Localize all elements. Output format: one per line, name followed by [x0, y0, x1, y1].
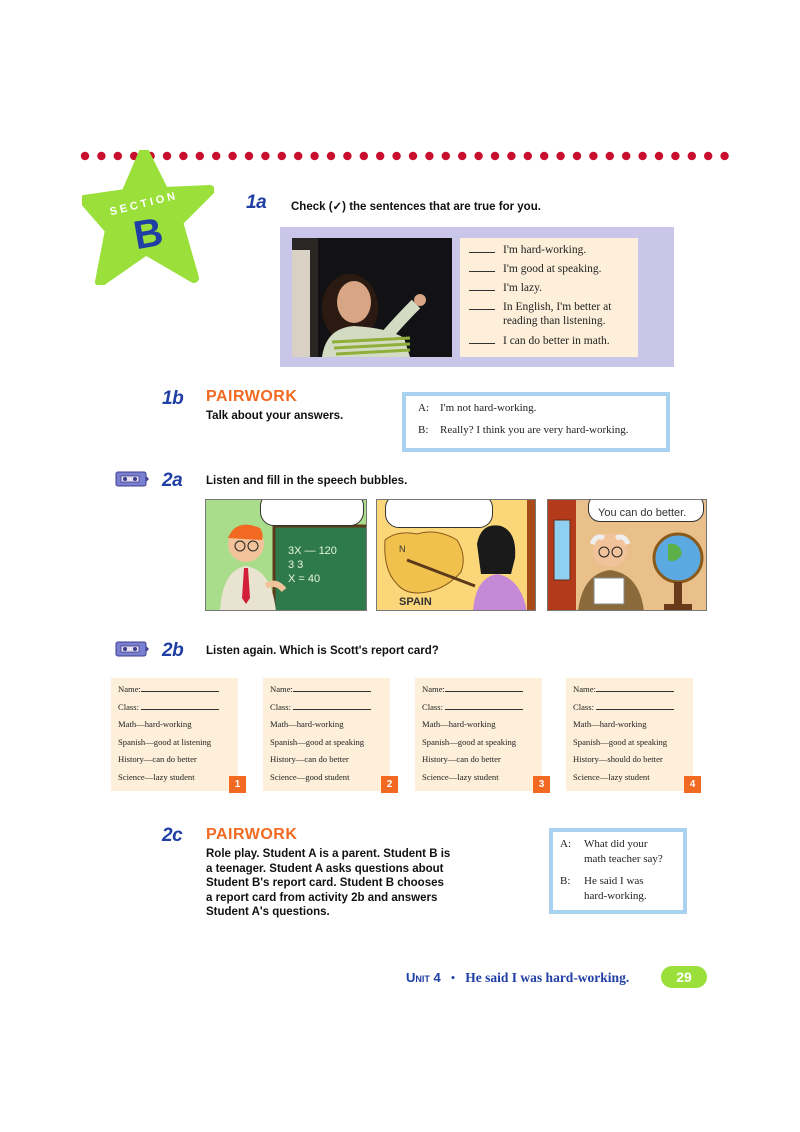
card-history: History—can do better — [270, 754, 349, 764]
divider-dot — [442, 152, 450, 160]
checklist-item: In English, I'm better at — [469, 301, 638, 315]
card-science: Science—lazy student — [118, 771, 195, 782]
divider-dot — [589, 152, 597, 160]
class-blank — [293, 709, 371, 710]
card-math: Math—hard-working — [118, 719, 192, 729]
checklist-item: I'm hard-working. — [469, 244, 638, 263]
section-star — [82, 150, 214, 285]
speech-bubble-3-text: You can do better. — [598, 507, 687, 519]
card-science: Science—lazy student — [573, 771, 650, 782]
page-number: 29 — [661, 966, 707, 988]
card-name-row: Name: — [573, 684, 693, 702]
divider-dot — [720, 152, 728, 160]
card-spanish: Spanish—good at speaking — [573, 736, 668, 747]
divider-dot — [278, 152, 286, 160]
card-class-row: Class: — [270, 702, 390, 720]
card-history: History—should do better — [573, 754, 663, 764]
divider-dot — [474, 152, 482, 160]
footer-title: He said I was hard-working. — [465, 970, 630, 985]
instruction-2c: Role play. Student A is a parent. Student B is a teenager. Student A asks questions about Student B's report card. Student B chooses a report card from activity 2b and answers Student A's questions. — [206, 848, 451, 918]
footer-bullet: • — [450, 970, 456, 985]
footer-unit: Unit 4 — [406, 970, 441, 985]
check-blank[interactable] — [469, 309, 495, 310]
card-class-row: Class: — [422, 702, 542, 720]
chalkboard-text: 3X — 120 3 3 X = 40 — [288, 545, 337, 585]
sentence-checklist — [460, 238, 638, 357]
card-spanish: Spanish—good at speaking — [422, 736, 517, 747]
card-spanish: Spanish—good at listening — [118, 736, 212, 747]
card-science: Science—good student — [270, 771, 350, 782]
card-number-badge: 2 — [381, 776, 398, 793]
cassette-icon — [115, 470, 149, 488]
card-number-badge: 4 — [684, 776, 701, 793]
card-science: Science—lazy student — [422, 771, 499, 782]
instruction-2a: Listen and fill in the speech bubbles. — [206, 475, 408, 487]
comic-panel-3 — [547, 499, 707, 611]
dialog-line: B: Really? I think you are very hard-working. — [418, 424, 629, 436]
class-blank — [596, 709, 674, 710]
card-math: Math—hard-working — [422, 719, 496, 729]
cassette-icon — [115, 640, 149, 658]
comic-panel-2 — [376, 499, 536, 611]
check-blank[interactable] — [469, 290, 495, 291]
dialog-box-1b — [402, 392, 670, 452]
card-math: Math—hard-working — [573, 719, 647, 729]
card-number-badge: 1 — [229, 776, 246, 793]
card-name-row: Name: — [270, 684, 390, 702]
card-name-row: Name: — [118, 684, 238, 702]
speech-bubble-2[interactable] — [385, 499, 493, 528]
dialog-line: B: He said I was hard-working. — [560, 875, 647, 902]
teacher-photo-illustration — [292, 238, 452, 357]
divider-dot — [606, 152, 614, 160]
activity-tag-1b: 1b — [162, 388, 184, 409]
divider-dot — [245, 152, 253, 160]
divider-dot — [491, 152, 499, 160]
pairwork-title-2c: PAIRWORK — [206, 826, 298, 843]
report-card-2[interactable] — [263, 678, 393, 791]
instruction-1a: Check (✓) the sentences that are true for you. — [291, 201, 541, 213]
divider-dot — [360, 152, 368, 160]
check-blank[interactable] — [469, 343, 495, 344]
activity-tag-2b: 2b — [162, 640, 184, 661]
speech-bubble-1[interactable] — [260, 499, 364, 526]
class-blank — [445, 709, 523, 710]
card-history: History—can do better — [118, 754, 197, 764]
card-class-row: Class: — [118, 702, 238, 720]
report-card-1[interactable] — [111, 678, 241, 791]
divider-dot — [294, 152, 302, 160]
section-word: SECTION — [108, 189, 180, 219]
divider-dot — [425, 152, 433, 160]
card-name-row: Name: — [422, 684, 542, 702]
activity-tag-1a: 1a — [246, 192, 267, 213]
teacher-photo — [292, 238, 452, 357]
divider-dot — [507, 152, 515, 160]
divider-dot — [409, 152, 417, 160]
page-footer — [406, 969, 629, 989]
instruction-1b: Talk about your answers. — [206, 410, 344, 422]
check-blank[interactable] — [469, 252, 495, 253]
divider-dot — [573, 152, 581, 160]
divider-dot — [671, 152, 679, 160]
dialog-line: A: What did your math teacher say? — [560, 838, 663, 865]
divider-dot — [556, 152, 564, 160]
section-letter: B — [130, 209, 167, 259]
divider-dot — [376, 152, 384, 160]
checklist-item: I'm good at speaking. — [469, 263, 638, 282]
divider-dot — [638, 152, 646, 160]
divider-dot — [704, 152, 712, 160]
card-number-badge: 3 — [533, 776, 550, 793]
checklist-item: I can do better in math. — [469, 335, 638, 354]
card-history: History—can do better — [422, 754, 501, 764]
card-class-row: Class: — [573, 702, 693, 720]
report-card-4[interactable] — [566, 678, 696, 791]
divider-dot — [524, 152, 532, 160]
name-blank — [596, 691, 674, 692]
card-spanish: Spanish—good at speaking — [270, 736, 365, 747]
divider-dot — [228, 152, 236, 160]
name-blank — [293, 691, 371, 692]
divider-dot — [310, 152, 318, 160]
instruction-2b: Listen again. Which is Scott's report card? — [206, 645, 439, 657]
dialog-line: A: I'm not hard-working. — [418, 402, 537, 414]
activity-tag-2c: 2c — [162, 825, 183, 846]
name-blank — [445, 691, 523, 692]
map-north-label: N — [399, 544, 406, 554]
divider-dot — [392, 152, 400, 160]
check-blank[interactable] — [469, 271, 495, 272]
activity-tag-2a: 2a — [162, 470, 183, 491]
divider-dot — [327, 152, 335, 160]
divider-dot — [458, 152, 466, 160]
dialog-box-2c — [549, 828, 687, 914]
activity-1a-frame — [280, 227, 674, 367]
divider-dot — [655, 152, 663, 160]
class-blank — [141, 709, 219, 710]
checklist-item-continued: reading than listening. — [503, 315, 606, 327]
divider-dot — [622, 152, 630, 160]
divider-dot — [540, 152, 548, 160]
comic-panel-1 — [205, 499, 367, 611]
divider-dot — [688, 152, 696, 160]
pairwork-title-1b: PAIRWORK — [206, 388, 298, 405]
card-math: Math—hard-working — [270, 719, 344, 729]
divider-dot — [261, 152, 269, 160]
name-blank — [141, 691, 219, 692]
divider-dot — [343, 152, 351, 160]
map-label: SPAIN — [399, 596, 432, 608]
checklist-item: I'm lazy. — [469, 282, 638, 301]
report-card-3[interactable] — [415, 678, 545, 791]
